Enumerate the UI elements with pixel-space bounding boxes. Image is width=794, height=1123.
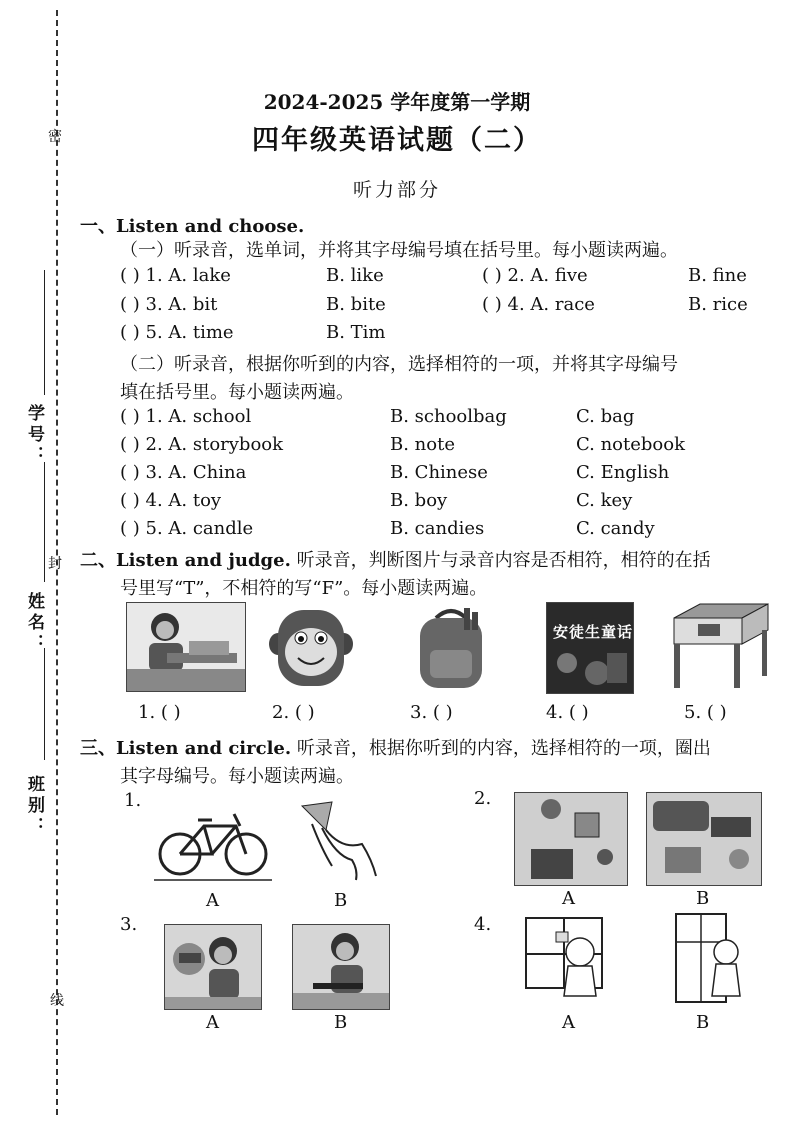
seal-mark-top: 密 (48, 129, 62, 145)
sec1-p1-q1 (120, 265, 231, 286)
sec1-p2-q1 (120, 406, 251, 427)
sec1-p2-q1-c: C. bag (576, 406, 635, 427)
answer-bracket[interactable]: ( ) (120, 518, 140, 539)
sec1-p2-q3-c: C. English (576, 462, 670, 483)
answer-bracket[interactable]: ( ) (120, 434, 140, 455)
name-label: 姓名： (24, 592, 44, 655)
books-and-toys-illustration (647, 793, 761, 885)
sec2-answer-4[interactable]: 4. ( ) (546, 702, 589, 723)
backpack-illustration (412, 604, 490, 690)
option-a: 4. A. race (507, 294, 595, 315)
sec3-q1-option-b[interactable] (292, 800, 378, 882)
option-a: 2. A. storybook (145, 434, 284, 455)
sec1-p1-q1-b: B. like (326, 265, 384, 286)
option-a: 1. A. lake (145, 265, 231, 286)
sec3-q3-label-a: A (206, 1012, 219, 1033)
sec2-answer-3[interactable]: 3. ( ) (410, 702, 453, 723)
sec2-picture-1 (126, 602, 246, 692)
sec1-p1-q5 (120, 322, 234, 343)
monkey-schoolbag-illustration (268, 602, 354, 690)
term-title: 2024-2025 学年度第一学期 (263, 90, 531, 114)
sec1-p2-q4 (120, 490, 221, 511)
storybook-cover-illustration (547, 603, 633, 693)
sec2-picture-3 (412, 604, 490, 690)
sec1-title: 一、Listen and choose. (80, 216, 305, 237)
sec2-answer-1[interactable]: 1. ( ) (138, 702, 181, 723)
sec2-instruction-2: 号里写“T”，不相符的写“F”。每小题读两遍。 (120, 578, 488, 599)
sec1-p2-q5-c: C. candy (576, 518, 655, 539)
option-a: 1. A. school (145, 406, 252, 427)
toys-on-floor-illustration (515, 793, 627, 885)
sec1-p2-q2 (120, 434, 283, 455)
sec3-q2-option-a[interactable] (514, 792, 628, 886)
sec2-answer-5[interactable]: 5. ( ) (684, 702, 727, 723)
answer-bracket[interactable]: ( ) (120, 322, 140, 343)
option-a: 5. A. candle (145, 518, 254, 539)
sec1-p1-q2 (482, 265, 588, 286)
student-no-blank[interactable] (44, 270, 45, 395)
sec3-title: 三、Listen and circle. (80, 738, 292, 759)
sec1-p2-q4-b: B. boy (390, 490, 448, 511)
girl-with-pencil-box-illustration (165, 925, 261, 1009)
answer-bracket[interactable]: ( ) (482, 265, 502, 286)
girl-cleaning-window-illustration (522, 914, 612, 1006)
sec3-q3-option-a[interactable] (164, 924, 262, 1010)
class-label: 班别： (24, 775, 44, 838)
answer-bracket[interactable]: ( ) (120, 462, 140, 483)
sec2-answer-2[interactable]: 2. ( ) (272, 702, 315, 723)
option-a: 3. A. China (145, 462, 247, 483)
sec3-q4-option-b[interactable] (672, 912, 744, 1004)
girl-cleaning-door-illustration (672, 912, 744, 1004)
sec2-picture-5 (670, 602, 770, 690)
name-blank-top[interactable] (44, 462, 45, 582)
sec3-q4-number: 4. (474, 914, 492, 935)
sec1-p2-q1-b: B. schoolbag (390, 406, 507, 427)
section-heading-listening: 听力部分 (352, 179, 441, 201)
sec1-p1-q3 (120, 294, 217, 315)
sec2-picture-4 (546, 602, 634, 694)
seal-mark-bottom: 线 (50, 993, 64, 1009)
sec1-p2-q3-b: B. Chinese (390, 462, 488, 483)
sec3-q2-option-b[interactable] (646, 792, 762, 886)
sec3-q2-label-a: A (562, 888, 575, 909)
sec3-q2-label-b: B (696, 888, 710, 909)
sec1-p2-q5-b: B. candies (390, 518, 485, 539)
option-a: 4. A. toy (145, 490, 222, 511)
answer-bracket[interactable]: ( ) (482, 294, 502, 315)
sec1-p2-q2-b: B. note (390, 434, 455, 455)
sec3-instruction-1: 听录音，根据你听到的内容，选择相符的一项，圈出 (291, 738, 711, 759)
girl-with-pencil-illustration (293, 925, 389, 1009)
option-a: 2. A. five (507, 265, 588, 286)
student-no-label: 学号： (24, 404, 44, 467)
sec1-p2-q5 (120, 518, 253, 539)
sec3-instruction-2: 其字母编号。每小题读两遍。 (120, 766, 354, 787)
sec2-instruction-1: 听录音，判断图片与录音内容是否相符，相符的在括 (290, 550, 711, 571)
name-blank[interactable] (44, 648, 45, 760)
sec3-q3-option-b[interactable] (292, 924, 390, 1010)
sec1-p1-q3-b: B. bite (326, 294, 386, 315)
sec3-q4-option-a[interactable] (522, 914, 612, 1006)
sec2-heading (80, 546, 711, 572)
sec3-q1-label-b: B (334, 890, 348, 911)
sec3-q1-option-a[interactable] (154, 800, 272, 882)
sec3-heading (80, 734, 711, 760)
sec1-p2-q4-c: C. key (576, 490, 633, 511)
sec3-q1-label-a: A (206, 890, 219, 911)
desk-illustration (670, 602, 770, 690)
sec3-q1-number: 1. (124, 790, 142, 811)
answer-bracket[interactable]: ( ) (120, 265, 140, 286)
option-a: 5. A. time (145, 322, 234, 343)
bicycle-illustration (154, 800, 272, 882)
sec1-part2-instruction-1: （二）听录音，根据你听到的内容，选择相符的一项，并将其字母编号 (120, 354, 678, 375)
girl-at-desk-illustration (127, 603, 245, 691)
sec3-q2-number: 2. (474, 788, 492, 809)
sec1-p1-q5-b: B. Tim (326, 322, 386, 343)
sec1-part2-instruction-2: 填在括号里。每小题读两遍。 (120, 382, 354, 403)
sec3-q4-label-b: B (696, 1012, 710, 1033)
answer-bracket[interactable]: ( ) (120, 490, 140, 511)
sec1-p1-q4 (482, 294, 595, 315)
sec3-q3-label-b: B (334, 1012, 348, 1033)
exam-title: 四年级英语试题（二） (252, 125, 542, 156)
storybook-title: 安徒生童话 (553, 623, 634, 641)
kite-illustration (292, 800, 378, 882)
sec1-part1-instruction: （一）听录音，选单词，并将其字母编号填在括号里。每小题读两遍。 (120, 240, 678, 261)
sec1-p1-q4-b: B. rice (688, 294, 748, 315)
answer-bracket[interactable]: ( ) (120, 294, 140, 315)
sec1-p2-q3 (120, 462, 246, 483)
seal-mark-middle: 封 (48, 556, 62, 572)
sec1-p1-q2-b: B. fine (688, 265, 747, 286)
sec1-p2-q2-c: C. notebook (576, 434, 685, 455)
sec2-title: 二、Listen and judge. (80, 550, 291, 571)
sec3-q3-number: 3. (120, 914, 138, 935)
sec3-q4-label-a: A (562, 1012, 575, 1033)
sec2-picture-2 (268, 602, 354, 690)
option-a: 3. A. bit (145, 294, 218, 315)
answer-bracket[interactable]: ( ) (120, 406, 140, 427)
